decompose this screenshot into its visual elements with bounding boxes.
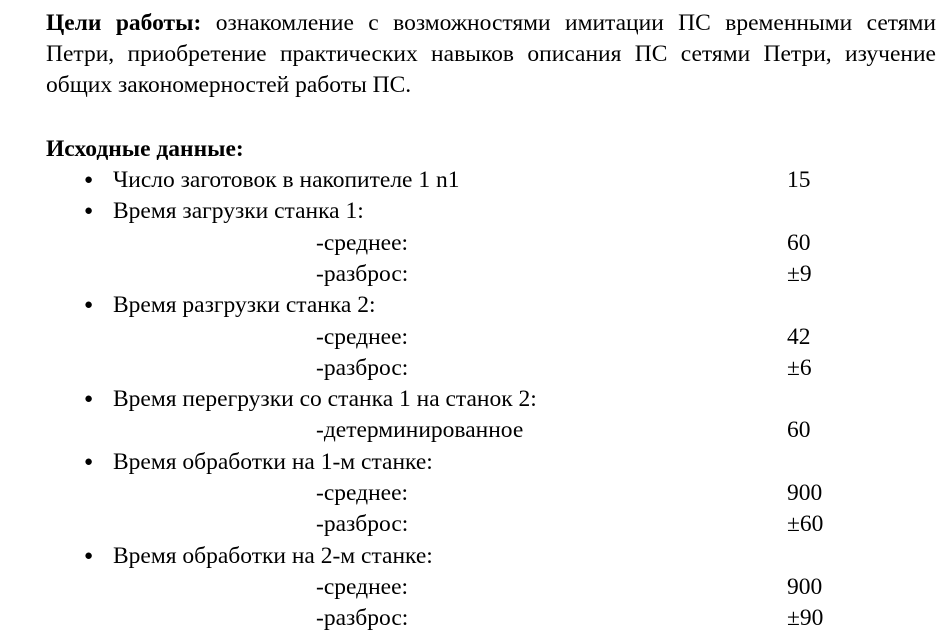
- list-item-label: Время обработки на 1-м станке:: [113, 448, 433, 475]
- sub-item-value: 900: [787, 480, 823, 506]
- sub-item-label: -среднее:: [316, 229, 409, 256]
- list-item-label: Время перегрузки со станка 1 на станок 2:: [113, 386, 537, 413]
- sub-item-label: -разброс:: [316, 511, 409, 538]
- bullet-icon: ●: [84, 172, 94, 188]
- list-item: [46, 165, 936, 196]
- sub-item: [46, 322, 936, 353]
- list-item-value: 15: [787, 167, 811, 193]
- sub-item-label: -разброс:: [316, 605, 409, 632]
- sub-item-value: 900: [787, 573, 823, 600]
- bullet-icon: ●: [84, 547, 94, 564]
- sub-item-value: ±60: [787, 511, 824, 538]
- sub-item: [46, 353, 936, 384]
- sub-item-label: -среднее:: [316, 480, 409, 506]
- list-item: [46, 196, 936, 227]
- sub-item-value: ±9: [787, 260, 812, 287]
- goals-text: ознакомление с возможностями имитации ПС временными сетями Петри, приобретение практических навыков описания ПС сетями Петри, изучение общих закономерностей работы ПС.: [46, 10, 936, 98]
- sub-item: [46, 603, 936, 634]
- list-item-label: Время обработки на 2-м станке:: [113, 542, 433, 569]
- sub-item-value: ±90: [787, 605, 824, 632]
- sub-item-value: 60: [787, 229, 811, 256]
- list-item: [46, 290, 936, 321]
- list-item-label: Число заготовок в накопителе 1 n1: [113, 167, 460, 193]
- list-item-label: Время загрузки станка 1:: [113, 198, 364, 225]
- sub-item: [46, 415, 936, 446]
- list-item-label: Время разгрузки станка 2:: [113, 292, 376, 319]
- sub-item: [46, 572, 936, 603]
- document-page: [46, 0, 936, 644]
- sub-item-label: -среднее:: [316, 573, 409, 600]
- sub-item-label: -среднее:: [316, 323, 409, 350]
- goals-paragraph: [46, 8, 936, 101]
- bullet-icon: ●: [84, 391, 94, 408]
- bullet-icon: ●: [84, 297, 94, 314]
- sub-item-value: ±6: [787, 354, 812, 381]
- list-item: [46, 384, 936, 415]
- sub-item-value: 42: [787, 323, 811, 350]
- sub-item-label: -разброс:: [316, 354, 409, 381]
- sub-item-label: -детерминированное: [316, 417, 524, 444]
- list-item: [46, 447, 936, 478]
- input-data-heading: Исходные данные:: [46, 136, 244, 162]
- list-item: [46, 541, 936, 572]
- bullet-icon: ●: [84, 453, 94, 470]
- bullet-icon: ●: [84, 203, 94, 220]
- sub-item-value: 60: [787, 417, 811, 444]
- sub-item: [46, 509, 936, 540]
- sub-item: [46, 478, 936, 509]
- sub-item: [46, 228, 936, 259]
- sub-item-label: -разброс:: [316, 260, 409, 287]
- sub-item: [46, 259, 936, 290]
- goals-label: Цели работы:: [46, 10, 202, 36]
